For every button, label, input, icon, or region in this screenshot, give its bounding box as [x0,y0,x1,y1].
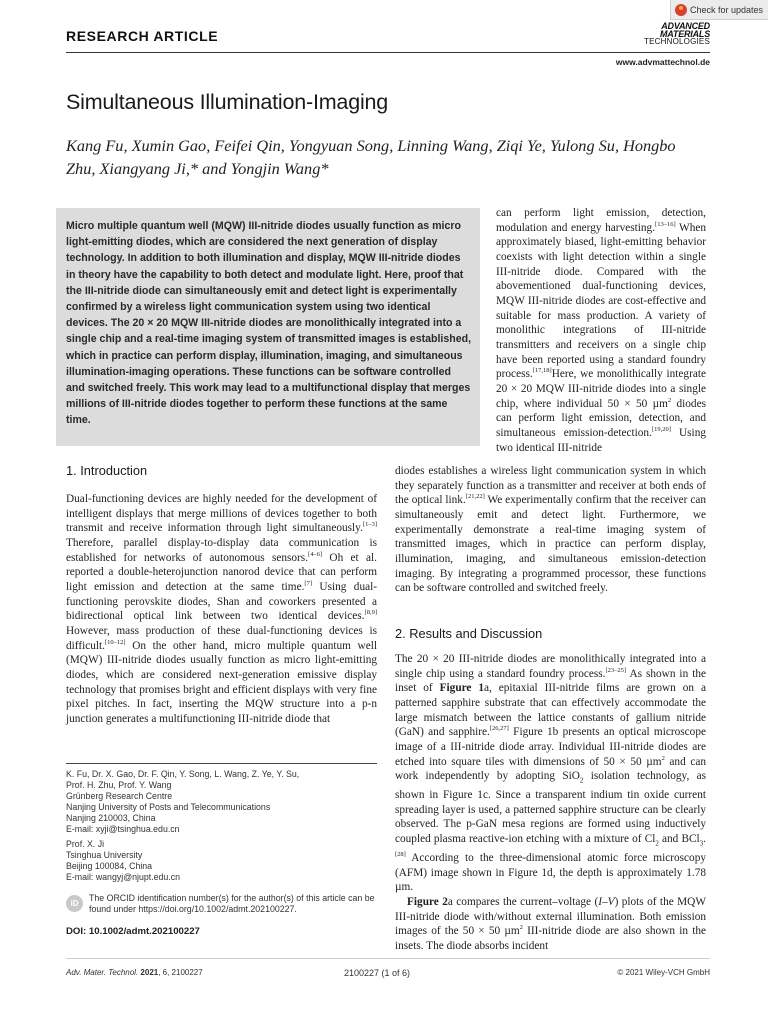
header-divider [66,52,710,53]
citation[interactable]: [28] [395,851,406,859]
journal-logo-line2: MATERIALS [659,29,710,39]
orcid-text[interactable]: The ORCID identification number(s) for the author(s) of this article can be found under https://doi.org/10.1002/admt.202100227. [89,893,375,914]
check-for-updates-badge[interactable] [670,0,768,20]
citation[interactable]: [4–6] [308,550,323,558]
doi[interactable]: DOI: 10.1002/admt.202100227 [66,926,200,937]
author-list: Kang Fu, Xumin Gao, Feifei Qin, Yongyuan Song, Linning Wang, Ziqi Ye, Yulong Su, Hongbo Zhu, Xiangyang Ji,* and Yongjin Wang* [66,136,676,178]
email-link[interactable]: E-mail: xyji@tsinghua.edu.cn [66,824,180,834]
citation[interactable]: [13–16] [655,220,676,228]
intro-right-column-top: can perform light emission, detection, modulation and energy harvesting.[13–16] When approximately biased, light-emitting behavior coexists with light detection within a single III-nitride diode. Compared with the abovementioned dual-functioning devices, MQW III-nitride diodes are cost-effective and suitable for mass production. A variety of monolithic integrations of III-nitride transmitters and receivers on a single chip have been reported using a standard foundry process.[17,18]Here, we monolithically integrate 20 × 20 MQW III-nitride diodes into a single chip, where individual 50 × 50 µm$^2$ diodes can perform light emission, detection, and simultaneous emission-detection.[19,20] Using two identical III-nitride [496,207,707,454]
abstract-box: Micro multiple quantum well (MQW) III-nitride diodes usually function as micro light-emitting diodes, which are considered the next generation of display technology. In addition to both illumination and display, MQW III-nitride diodes in theory have the capability to both detect and modulate light. Here, proof that the III-nitride diode can simultaneously emit and detect light is experimentally confirmed by a wireless light communication system using two identical devices. The 20 × 20 MQW III-nitride diodes are monolithically integrated into a single chip and a real-time imaging system of transmitted images is established, which in practice can perform display, illumination, imaging, and simultaneous illumination-imaging operations. These functions can be software controlled and switched freely. This work may lead to a multifunctional display that merges millions of III-nitride diodes together to perform these functions at the same time. [56,208,480,446]
citation[interactable]: [26,27] [489,725,509,733]
intro-right-column-continued: diodes establishes a wireless light communication system in which they separately function as a transmitter and receiver at both ends of the optical link.[21,22] We experimentally confirm that the receiver can simultaneously emit and detect light. Furthermore, we experimentally demonstrate a real-time imaging system of transmitted images, which in practice can perform display, illumination, imaging, and simultaneous emission-detection imaging. By integrating a programmed processor, these functions can be software controlled and switched freely. [395,465,707,595]
intro-left-column: Dual-functioning devices are highly needed for the development of intelligent displays that merge millions of devices together to both transmit and receive information through light simultaneously.[1–3] Therefore, parallel display-to-display data communication is established for networks of autonomous sensors.[4–6] Oh et al. reported a double-heterojunction nanorod device that can perform light emission and detection at the same time.[7] Using dual-functioning perovskite diodes, Shan and coworkers presented a bidirectional optical link between two identical devices.[8,9] However, mass production of these dual-functioning devices is difficult.[10–12] On the other hand, micro multiple quantum well (MQW) III-nitride diodes usually function as micro light-emitting diodes, which are considered next-generation emissive display technology that promises bright and efficient displays with very fine pixel pitches. In fact, inserting the MQW structure into a p-n junction generates a multifunctioning III-nitride diode that [66,493,378,725]
badge-label: Check for updates [690,4,764,15]
copyright: © 2021 Wiley-VCH GmbH [617,968,710,977]
journal-url[interactable]: www.advmattechnol.de [615,57,710,67]
footer-divider [66,958,710,959]
citation[interactable]: [8,9] [364,609,377,617]
footer-citation: Adv. Mater. Technol. 2021, 6, 2100227 [66,968,203,977]
results-column: The 20 × 20 III-nitride diodes are monolithically integrated into a single chip using a standard foundry process.[23–25] As shown in the inset of Figure 1a, epitaxial III-nitride films are grown on a patterned sapphire substrate that can effectively accommodate the large mismatch between the lattice constants of gallium nitride (GaN) and sapphire.[26,27] Figure 1b presents an optical microscope image of a III-nitride diode array. Individual III-nitride diodes are etched into square tiles with dimensions of 50 × 50 µm$^2$ and can work independently by adopting SiO$_2$ isolation technology, as shown in Figure 1c. Since a transparent indium tin oxide current spreading layer is used, a patterned sapphire structure can be clearly observed. The p-GaN mesa regions are formed using inductively coupled plasma reactive-ion etching with a mixture of $Cl_2$ and BCl$_3$.[28] According to the three-dimensional atomic force microscopy (AFM) image shown in Figure 1d, the depth is approximately 1.78 µm. Figure 2a compares the current–voltage (I–V) plots of the MQW III-nitride diode with/without external illumination. Both emission images of the 50 × 50 µm$^2$ III-nitride diode are also shown in the insets. The diode absorbs incident [395,653,707,952]
affiliation-divider [66,763,377,764]
journal-logo-line1: ADVANCED [661,21,710,31]
introduction-heading: 1. Introduction [66,463,148,478]
page-number: 2100227 (1 of 6) [344,968,411,978]
affiliations [66,769,377,883]
orcid-icon: iD [66,895,83,912]
figure-link[interactable]: Figure 1 [439,682,484,695]
article-title: Simultaneous Illumination-Imaging [66,90,389,114]
journal-logo-line3: TECHNOLOGIES [644,37,710,46]
citation[interactable]: [10–12] [105,638,126,646]
affiliation-block-1: K. Fu, Dr. X. Gao, Dr. F. Qin, Y. Song, L. Wang, Z. Ye, Y. Su, Prof. H. Zhu, Prof. Y. Wang Grünberg Research Centre Nanjing University of Posts and Telecommunications Nanjing 210003, China E-mail: xyji@tsinghua.edu.cn [66,769,377,835]
crossmark-icon [675,4,687,16]
citation[interactable]: [23–25] [605,666,627,674]
citation[interactable]: [17,18] [532,367,552,375]
journal-logo [630,22,710,46]
citation[interactable]: [21,22] [465,493,485,501]
section-label: RESEARCH ARTICLE [66,28,219,44]
orcid-note [66,893,377,915]
citation[interactable]: [1–3] [362,521,377,529]
email-link[interactable]: E-mail: wangyj@njupt.edu.cn [66,872,181,882]
results-heading: 2. Results and Discussion [395,626,543,641]
citation[interactable]: [19,20] [651,426,671,434]
affiliation-block-2: Prof. X. Ji Tsinghua University Beijing 100084, China E-mail: wangyj@njupt.edu.cn [66,839,377,883]
citation[interactable]: [7] [304,580,313,588]
figure-link[interactable]: Figure 2 [407,896,448,908]
